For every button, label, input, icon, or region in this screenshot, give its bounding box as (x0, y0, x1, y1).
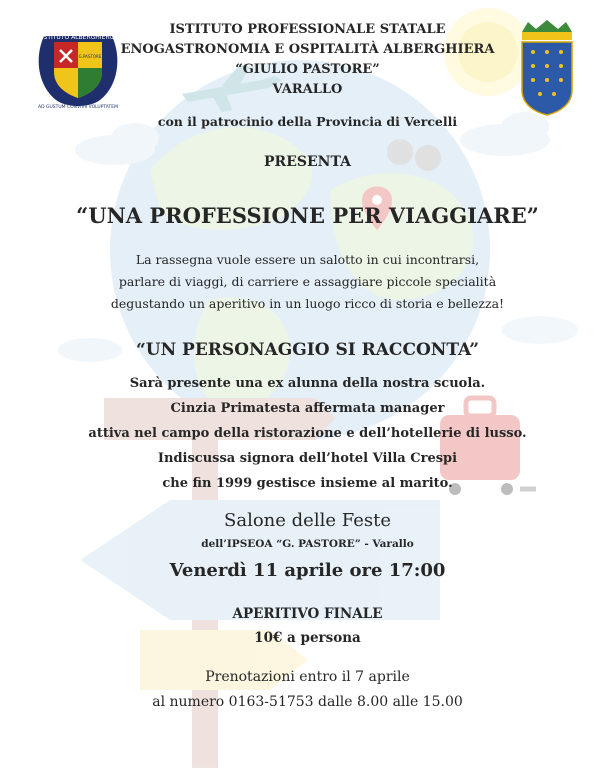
event-title: “UNA PROFESSIONE PER VIAGGIARE” (76, 203, 539, 228)
guest-line-5: che fin 1999 gestisce insieme al marito. (162, 476, 453, 491)
subtitle: “UN PERSONAGGIO SI RACCONTA” (135, 340, 479, 360)
venue-place: dell’IPSEOA “G. PASTORE” - Varallo (201, 538, 414, 550)
school-name-line-2: ENOGASTRONOMIA E OSPITALITÀ ALBERGHIERA (120, 42, 495, 57)
booking-line-2: al numero 0163-51753 dalle 8.00 alle 15.00 (152, 694, 463, 710)
venue-name: Salone delle Feste (224, 510, 391, 531)
guest-line-2: Cinzia Primatesta affermata manager (170, 401, 445, 416)
presenta-label: PRESENTA (264, 154, 351, 170)
guest-line-4: Indiscussa signora dell’hotel Villa Crespi (157, 451, 458, 466)
patronage-text: con il patrocinio della Provincia di Vercelli (157, 114, 458, 129)
svg-text:G.PASTORE: G.PASTORE (78, 54, 102, 59)
event-datetime: Venerdì 11 aprile ore 17:00 (169, 560, 446, 581)
guest-line-1: Sarà presente una ex alunna della nostra scuola. (129, 376, 486, 391)
intro-line-3: degustando un aperitivo in un luogo ricco di storia e bellezza! (110, 296, 505, 311)
booking-line-1: Prenotazioni entro il 7 aprile (205, 669, 410, 685)
aperitivo-title: APERITIVO FINALE (232, 606, 383, 622)
school-name-line-3: “GIULIO PASTORE” (235, 62, 380, 77)
svg-text:AD GUSTUM CONVIVII VOLUPTATEM: AD GUSTUM CONVIVII VOLUPTATEM (37, 105, 119, 110)
school-town: VARALLO (272, 82, 343, 97)
intro-line-1: La rassegna vuole essere un salotto in cui incontrarsi, (135, 252, 480, 267)
intro-line-2: parlare di viaggi, di carriere e assaggiare piccole specialità (118, 274, 497, 289)
guest-line-3: attiva nel campo della ristorazione e dell’hotellerie di lusso. (88, 426, 527, 441)
school-name-line-1: ISTITUTO PROFESSIONALE STATALE (169, 22, 446, 37)
svg-text:ISTITUTO ALBERGHIERO: ISTITUTO ALBERGHIERO (41, 34, 115, 41)
aperitivo-price: 10€ a persona (254, 630, 361, 646)
